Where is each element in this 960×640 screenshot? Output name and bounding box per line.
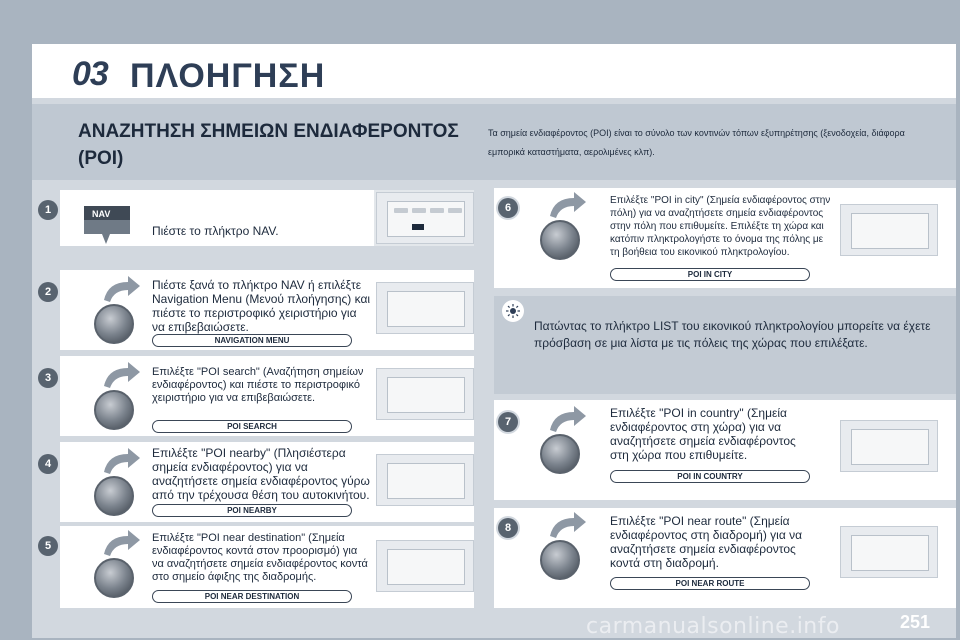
step-6-pill: POI IN CITY bbox=[610, 268, 810, 281]
curved-arrow-icon bbox=[98, 528, 142, 558]
thumb-button bbox=[412, 208, 426, 213]
curved-arrow-icon bbox=[544, 404, 588, 434]
page-number: 251 bbox=[900, 612, 931, 632]
lightbulb-icon bbox=[502, 300, 524, 322]
step-4-thumbnail-screen bbox=[387, 463, 465, 499]
step-4-knob bbox=[88, 446, 152, 522]
curved-arrow-icon bbox=[98, 360, 142, 390]
step-7-thumbnail bbox=[840, 420, 938, 472]
step-8-knob bbox=[534, 510, 598, 586]
step-8-thumbnail-screen bbox=[851, 535, 929, 571]
thumb-button bbox=[448, 208, 462, 213]
thumb-button bbox=[394, 208, 408, 213]
step-4-badge: 4 bbox=[38, 454, 58, 474]
step-3-text: Επιλέξτε "POI search" (Αναζήτηση σημείων ενδιαφέροντος) και πιέστε το περιστροφικό χειριστήριο για να επιβεβαιώσετε. bbox=[152, 366, 364, 404]
step-8-badge: 8 bbox=[498, 518, 518, 538]
curved-arrow-icon bbox=[544, 190, 588, 220]
rotary-knob-icon bbox=[94, 558, 134, 598]
step-2-thumbnail bbox=[376, 282, 474, 334]
step-3-knob bbox=[88, 360, 152, 436]
rotary-knob-icon bbox=[94, 390, 134, 430]
step-7-knob bbox=[534, 404, 598, 480]
step-2-thumbnail-screen bbox=[387, 291, 465, 327]
step-8-pill: POI NEAR ROUTE bbox=[610, 577, 810, 590]
step-2-pill: NAVIGATION MENU bbox=[152, 334, 352, 347]
step-5-badge: 5 bbox=[38, 536, 58, 556]
step-2-knob bbox=[88, 274, 152, 350]
rotary-knob-icon bbox=[94, 476, 134, 516]
step-1-thumbnail-screen bbox=[387, 201, 465, 237]
step-4-thumbnail bbox=[376, 454, 474, 506]
step-8-thumbnail bbox=[840, 526, 938, 578]
step-3-badge: 3 bbox=[38, 368, 58, 388]
step-8-text: Επιλέξτε "POI near route" (Σημεία ενδιαφέροντος στη διαδρομή) για να αναζητήσετε σημεία ενδιαφέροντος κοντά στη διαδρομή. bbox=[610, 514, 803, 570]
step-5-text: Επιλέξτε "POI near destination" (Σημεία ενδιαφέροντος κοντά στον προορισμό) για να αναζητήσετε σημεία ενδιαφέροντος κοντά στο σημείο άφιξης της διαδρομής. bbox=[152, 532, 368, 583]
step-5-thumbnail bbox=[376, 540, 474, 592]
intro-text: Τα σημεία ενδιαφέροντος (POI) είναι το σύνολο των κοντινών τόπων εξυπηρέτησης (ξενοδοχεία, διάφορα εμπορικά καταστήματα, αερολιμένες κλπ). bbox=[488, 128, 905, 157]
step-4-pill: POI NEARBY bbox=[152, 504, 352, 517]
rotary-knob-icon bbox=[540, 540, 580, 580]
step-6-badge: 6 bbox=[498, 198, 518, 218]
step-1-text: Πιέστε το πλήκτρο NAV. bbox=[152, 224, 279, 238]
rotary-knob-icon bbox=[540, 434, 580, 474]
section-title: ΑΝΑΖΗΤΗΣΗ ΣΗΜΕΙΩΝ ΕΝΔΙΑΦΕΡΟΝΤΟΣ (POI) bbox=[78, 121, 459, 169]
step-7-text: Επιλέξτε "POI in country" (Σημεία ενδιαφέροντος στη χώρα) για να αναζητήσετε σημεία ενδιαφέροντος στη χώρα που επιθυμείτε. bbox=[610, 406, 796, 462]
step-5-knob bbox=[88, 528, 152, 604]
step-6-thumbnail bbox=[840, 204, 938, 256]
step-3-thumbnail bbox=[376, 368, 474, 420]
step-7-pill: POI IN COUNTRY bbox=[610, 470, 810, 483]
curved-arrow-icon bbox=[98, 274, 142, 304]
step-5-thumbnail-screen bbox=[387, 549, 465, 585]
step-3-pill: POI SEARCH bbox=[152, 420, 352, 433]
step-3-thumbnail-screen bbox=[387, 377, 465, 413]
rotary-knob-icon bbox=[94, 304, 134, 344]
step-6-thumbnail-screen bbox=[851, 213, 929, 249]
tip-text: Πατώντας το πλήκτρο LIST του εικονικού πληκτρολογίου μπορείτε να έχετε πρόσβαση σε μια λίστα με τις πόλεις της χώρας που επιλέξατε. bbox=[534, 319, 931, 350]
step-6-knob bbox=[534, 190, 598, 266]
curved-arrow-icon bbox=[98, 446, 142, 476]
chapter-number: 03 bbox=[72, 55, 108, 93]
chapter-title: ΠΛΟΗΓΗΣΗ bbox=[130, 57, 326, 95]
nav-key-icon bbox=[80, 194, 144, 244]
step-7-thumbnail-screen bbox=[851, 429, 929, 465]
step-4-text: Επιλέξτε "POI nearby" (Πλησιέστερα σημεία ενδιαφέροντος) για να αναζητήσετε σημεία ενδιαφέροντος γύρω από την τρέχουσα θέση του αυτοκινήτου. bbox=[152, 446, 370, 502]
step-1-badge: 1 bbox=[38, 200, 58, 220]
watermark: carmanualsonline.info bbox=[586, 614, 840, 639]
rotary-knob-icon bbox=[540, 220, 580, 260]
thumb-highlight bbox=[412, 224, 424, 230]
nav-key-label: NAV bbox=[92, 209, 111, 219]
step-2-text: Πιέστε ξανά το πλήκτρο NAV ή επιλέξτε Navigation Menu (Μενού πλοήγησης) και πιέστε το περιστροφικό χειριστήριο για να επιβεβαιώσετε. bbox=[152, 278, 371, 334]
step-1-thumbnail bbox=[376, 192, 474, 244]
thumb-button bbox=[430, 208, 444, 213]
curved-arrow-icon bbox=[544, 510, 588, 540]
step-7-badge: 7 bbox=[498, 412, 518, 432]
step-6-text: Επιλέξτε "POI in city" (Σημεία ενδιαφέροντος στην πόλη) για να αναζητήσετε σημεία ενδιαφέροντος στην πόλη που επιθυμείτε. Επιλέξτε τη χώρα και κατόπιν πληκτρολογήστε το όνομα της πόλης με τη βοήθεια του εικονικού πληκτρολογίου. bbox=[610, 195, 831, 258]
step-2-badge: 2 bbox=[38, 282, 58, 302]
step-5-pill: POI NEAR DESTINATION bbox=[152, 590, 352, 603]
